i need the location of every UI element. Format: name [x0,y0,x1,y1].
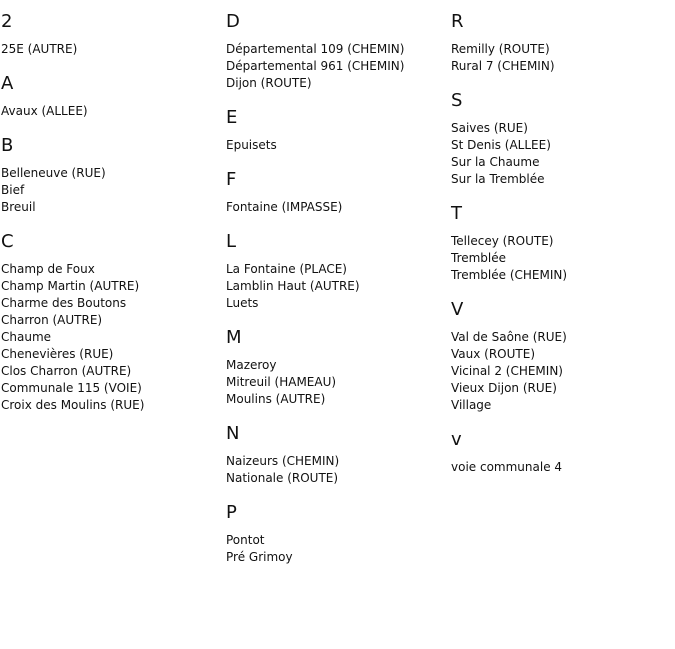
street-item[interactable]: Pré Grimoy [226,550,293,564]
street-item[interactable]: Clos Charron (AUTRE) [1,364,132,378]
letter-group-d [226,11,446,92]
index-column-2 [226,0,446,566]
letter-group-2 [1,11,221,58]
letter-heading: D [226,11,240,32]
letter-heading: V [451,299,464,320]
street-item[interactable]: Chaume [1,330,52,344]
street-list [451,41,671,75]
street-item[interactable]: Remilly (ROUTE) [451,42,550,56]
street-item[interactable]: Champ de Foux [1,262,95,276]
street-item[interactable]: Naizeurs (CHEMIN) [226,454,340,468]
street-item[interactable]: Rural 7 (CHEMIN) [451,59,555,73]
street-list [1,165,221,216]
street-item[interactable]: Sur la Chaume [451,155,540,169]
letter-heading: N [226,423,240,444]
letter-group-e [226,107,446,154]
letter-heading: R [451,11,464,32]
street-item[interactable]: Croix des Moulins (RUE) [1,398,145,412]
street-item[interactable]: Mazeroy [226,358,277,372]
street-item[interactable]: Tellecey (ROUTE) [451,234,554,248]
street-item[interactable]: Val de Saône (RUE) [451,330,567,344]
street-item[interactable]: Charron (AUTRE) [1,313,103,327]
street-list [451,329,671,414]
street-item[interactable]: 25E (AUTRE) [1,42,78,56]
letter-heading: E [226,107,238,128]
street-item[interactable]: Village [451,398,492,412]
street-item[interactable]: Sur la Tremblée [451,172,545,186]
letter-heading: v [451,429,462,450]
street-item[interactable]: Champ Martin (AUTRE) [1,279,140,293]
street-list [226,137,446,154]
street-item[interactable]: Départemental 109 (CHEMIN) [226,42,405,56]
street-item[interactable]: Vaux (ROUTE) [451,347,535,361]
letter-group-s [451,90,671,188]
street-item[interactable]: Epuisets [226,138,277,152]
letter-group-b [1,135,221,216]
street-item[interactable]: Mitreuil (HAMEAU) [226,375,337,389]
letter-group-t [451,203,671,284]
letter-heading: 2 [1,11,13,32]
letter-group-m [226,327,446,408]
street-item[interactable]: Vieux Dijon (RUE) [451,381,557,395]
street-item[interactable]: Saives (RUE) [451,121,528,135]
street-list [1,103,221,120]
letter-group-f [226,169,446,216]
street-item[interactable]: Fontaine (IMPASSE) [226,200,343,214]
letter-heading: C [1,231,14,252]
street-list [451,233,671,284]
street-item[interactable]: Chenevières (RUE) [1,347,114,361]
street-item[interactable]: Tremblée (CHEMIN) [451,268,568,282]
street-list [451,459,671,476]
letter-group-r [451,11,671,75]
street-item[interactable]: Lamblin Haut (AUTRE) [226,279,360,293]
street-item[interactable]: Communale 115 (VOIE) [1,381,142,395]
letter-group-a [1,73,221,120]
letter-heading: L [226,231,237,252]
street-item[interactable]: Avaux (ALLEE) [1,104,88,118]
letter-group-v-lower [451,429,671,476]
letter-group-l [226,231,446,312]
letter-heading: P [226,502,237,523]
street-list [226,261,446,312]
street-list [1,41,221,58]
street-item[interactable]: La Fontaine (PLACE) [226,262,347,276]
letter-group-c [1,231,221,414]
letter-group-p [226,502,446,566]
street-list [226,453,446,487]
street-item[interactable]: Départemental 961 (CHEMIN) [226,59,405,73]
letter-heading: T [451,203,462,224]
street-list [226,532,446,566]
street-list [226,41,446,92]
letter-heading: F [226,169,237,190]
street-item[interactable]: St Denis (ALLEE) [451,138,551,152]
street-item[interactable]: Tremblée [451,251,507,265]
street-item[interactable]: voie communale 4 [451,460,563,474]
street-list [451,120,671,188]
letter-heading: S [451,90,463,111]
index-column-3 [451,0,671,476]
street-item[interactable]: Breuil [1,200,36,214]
street-item[interactable]: Nationale (ROUTE) [226,471,339,485]
index-column-1 [1,0,221,414]
street-item[interactable]: Pontot [226,533,265,547]
street-item[interactable]: Luets [226,296,259,310]
street-item[interactable]: Belleneuve (RUE) [1,166,106,180]
letter-group-v [451,299,671,414]
street-list [226,357,446,408]
letter-heading: B [1,135,14,156]
street-item[interactable]: Dijon (ROUTE) [226,76,312,90]
street-list [1,261,221,414]
letter-heading: A [1,73,14,94]
street-item[interactable]: Bief [1,183,25,197]
letter-heading: M [226,327,242,348]
street-list [226,199,446,216]
street-item[interactable]: Vicinal 2 (CHEMIN) [451,364,563,378]
street-item[interactable]: Moulins (AUTRE) [226,392,326,406]
street-item[interactable]: Charme des Boutons [1,296,127,310]
letter-group-n [226,423,446,487]
